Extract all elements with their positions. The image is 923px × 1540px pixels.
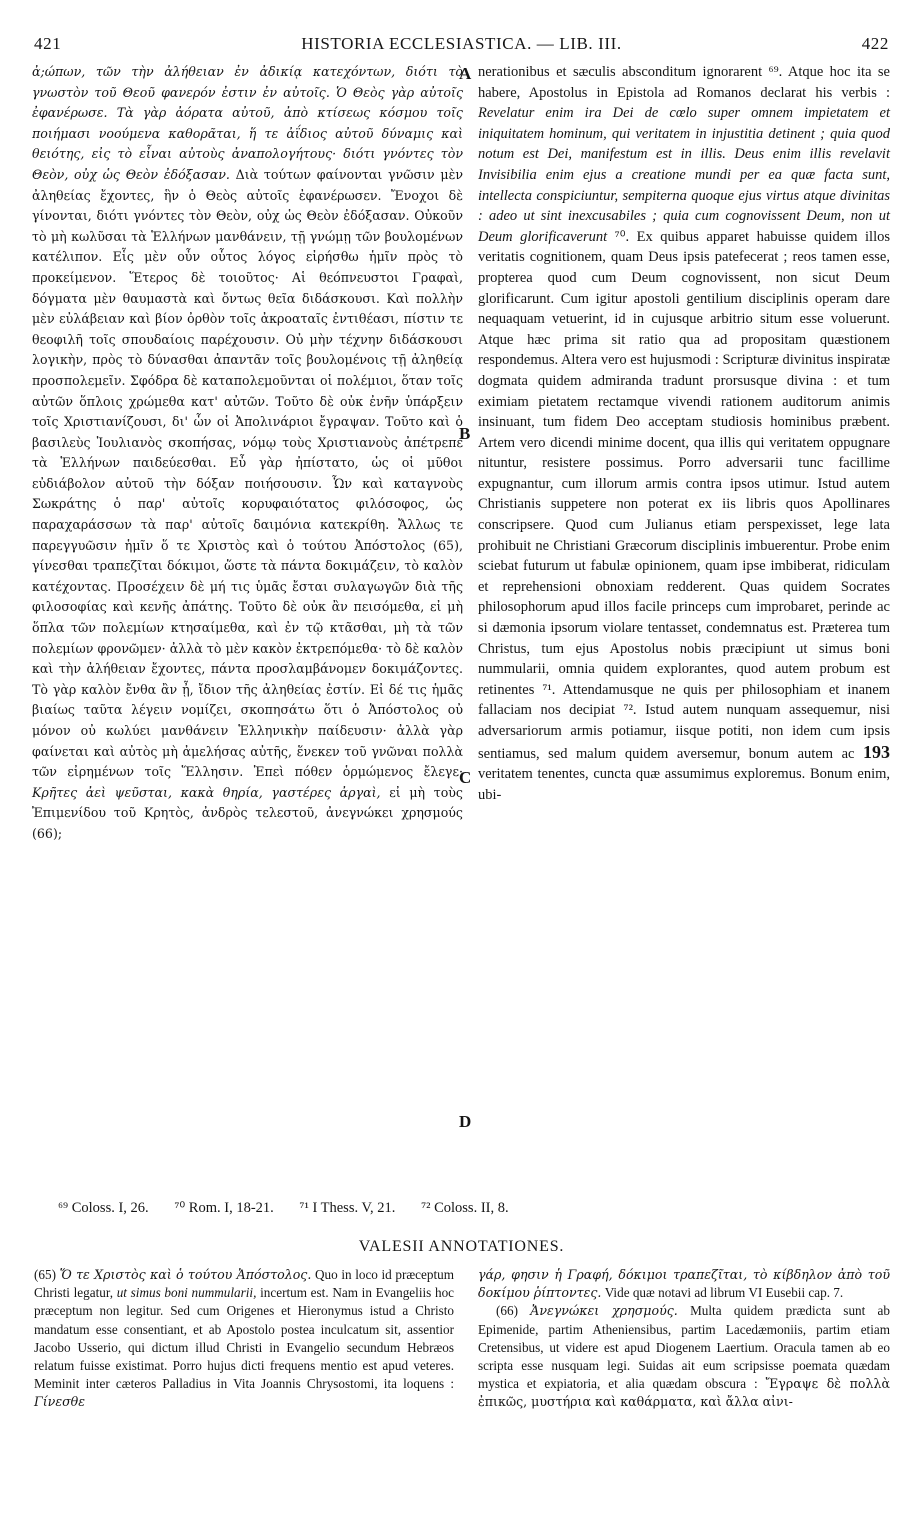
annotation-66 xyxy=(478,1302,890,1411)
latin-body-text: ⁷⁰. Ex quibus apparet habuisse quidem illos veritatis cognitionem, quam Deus ipsis patefecerat ; reos tamen esse, propterea quod cum Deum cognovissent, non sicut Deum glorificarunt. Cum igitur apostoli gentilium disciplinis operam dare nequaquam vetuerint, id in cujusque arbitrio situm esse voluerunt. Atque hæc prima sit ratio qua ad propositam quæstionem respondemus. Altera vero est hujusmodi : Scripturæ divinitus inspiratæ dogmata quidem admiranda tradunt prorsusque divina : et tum eximiam pietatem rectamque vivendi rationem auditorum animis insinuant, tum fidem Deo acceptam studiosis hominibus præbent. Artem vero dicendi minime docent, qua illis qui veritatem oppugnare nituntur, resistere possimus. Porro adversarii tunc facillime expugnantur, cum illorum armis contra ipsos utimur. Istud autem Christianis suppetere non poterat ex iis libris quos Apollinares conscripsere. Quod cum Julianus etiam perspexisset, lege lata prohibuit ne Christiani Græcorum disciplinis imbuerentur. Probe enim sciebat futurum ut fabulæ opinionem, quam ipse imbiberat, ridiculam et reprehensioni obnoxiam redderent. Quas quidem Socrates philosophorum apud illos facile princeps cum improbaret, perinde ac si dæmonia ipsorum violare tentasset, condemnatus est. Præterea tum Christus, tum ejus Apostolus nobis præcipiunt ut simus boni nummularii, omnia quidem explorantes, quod autem probum est retinentes ⁷¹. Attendamusque ne quis per philosophiam et inanem fallaciam nos decipiat ⁷². Istud autem nunquam assequemur, nisi adversariorum armis potiamur, iisque potiti, non idem cum ipsis sentiamus, sed malum quidem aversemur, bonum autem ac xyxy=(478,228,891,762)
footnotes xyxy=(58,1200,878,1217)
annotation-text: Multa quidem prædicta sunt ab Epimenide, partim Atheniensibus, partim Lacedæmoniis, partim etiam Cretensibus, ut videre est apud Diogenem Laertium. Oracula tamen ab eo scripta esse nusquam legi. Suidas ait eum scripsisse poemata quædam mystica et expiatoria, et alia quædam obscura : xyxy=(478,1303,891,1392)
annotation-greek-text: Ἔγραψε δὲ πολλὰ ἐπικῶς, μυστήρια καὶ καθάρματα, καὶ ἄλλα αἰνι- xyxy=(478,1376,890,1410)
latin-body-end: veritatem tenentes, cuncta quæ assumimus exploremus. Bonum enim, ubi- xyxy=(478,766,890,803)
annotations-right-column xyxy=(478,1266,890,1412)
page-header xyxy=(34,34,889,58)
footnote-70: ⁷⁰ Rom. I, 18-21. xyxy=(174,1200,274,1216)
annotation-number: (66) xyxy=(496,1303,518,1319)
latin-body-start: nerationibus et sæculis absconditum ignorarent ⁶⁹. Atque hoc ita se habere, Apostolus in Epistola ad Romanos declarat his verbis : xyxy=(478,64,890,101)
annotations-title: VALESII ANNOTATIONES. xyxy=(358,1238,565,1255)
latin-scripture-quote: Revelatur enim ira Dei de cœlo super omnem impietatem et iniquitatem hominum, qui veritatem in injustitia detinent ; quia quod notum est Dei, manifestum est in illis. Deus enim illis revelavit Invisibilia enim ejus a creatione mundi per ea quæ facta sunt, intellecta conspiciuntur, sempiterna quoque ejus virtus atque divinitas : adeo ut sint inexcusabiles ; quia cum cognovissent Deum, non ut Deum glorificaverunt xyxy=(478,105,890,245)
annotation-lemma: Ἀνεγνώκει χρησμούς. xyxy=(530,1303,678,1319)
greek-text-column xyxy=(32,62,463,845)
annotation-65 xyxy=(34,1266,454,1412)
annotation-italic-text: ut simus boni nummularii, xyxy=(116,1285,257,1301)
column-number: 193 xyxy=(863,741,890,762)
greek-body-end: εἰ μὴ τοὺς Ἐπιμενίδου τοῦ Κρητὸς, ἀνδρὸς τελεστοῦ, ἀνεγνώκει χρησμούς (66); xyxy=(32,784,463,841)
margin-marker-a: A xyxy=(459,64,472,83)
margin-marker-d: D xyxy=(459,1112,472,1131)
annotation-lemma: Ὅ τε Χριστὸς καὶ ὁ τούτου Ἀπόστολος. xyxy=(59,1267,312,1282)
latin-paragraph xyxy=(478,62,890,805)
greek-body-text: Διὰ τούτων φαίνονται γνῶσιν μὲν ἀληθείας ἔχοντες, ἣν ὁ Θεὸς αὐτοῖς ἐφανέρωσεν. Ἔνοχοι δὲ γίνονται, διότι γνόντες τὸν Θεὸν, οὐχ ὡς Θεὸν ἐδόξασαν. Οὐκοῦν τὸ μὴ κωλῦσαι τὰ Ἑλλήνων μανθάνειν, τῇ γνώμῃ τῶν βουλομένων κατέλιπον. Εἷς μὲν οὖν οὗτος λόγος εἰρήσθω ἡμῖν πρὸς τὸ προκείμενον. Ἕτερος δὲ τοιοῦτος· Αἱ θεόπνευστοι Γραφαὶ, δόγματα μὲν θαυμαστὰ καὶ ὄντως θεῖα διδάσκουσι. Καὶ πολλὴν μὲν εὐλάβειαν καὶ βίον ὀρθὸν τοῖς ἀκροαταῖς ἐντιθέασι, πίστιν τε θεοφιλῆ τοῖς σπουδαίοις παρέχουσιν. Οὐ μὴν τέχνην διδάσκουσι λογικὴν, πρὸς τὸ δύνασθαι ἀπαντᾶν τοῖς βουλομένοις τῇ ἀληθείᾳ προσπολεμεῖν. Σφόδρα δὲ καταπολεμοῦνται οἱ πολέμιοι, ὅταν τοῖς αὐτῶν ὅπλοις χρώμεθα κατ' αὐτῶν. Τοῦτο δὲ οὐκ ἐνῆν ὑπάρξειν τοῖς Χριστιανίζουσι, δι' ὧν οἱ Ἀπολινάριοι ἔγραψαν. Τοῦτο καὶ ὁ βασιλεὺς Ἰουλιανὸς σκοπήσας, νόμῳ τοὺς Χριστιανοὺς ἀπέτρεπε τὰ Ἑλλήνων παιδεύεσθαι. Εὖ γὰρ ἠπίστατο, ὡς οἱ μῦθοι εὐδιάβολον αὐτοῦ τὴν δόξαν ποιήσουσιν. Ὧν καὶ καταγνοὺς Σωκράτης ὁ παρ' αὐτοῖς κορυφαιότατος φιλόσοφος, ὡς παραχαράσσων τὰ παρ' αὐτοῖς δαιμόνια κατεκρίθη. Ἄλλως τε παρεγγυῶσιν ἡμῖν ὅ τε Χριστὸς καὶ ὁ τούτου Ἀπόστολος (65), γίνεσθαι τραπεζῖται δόκιμοι, ὥστε τὰ πάντα δοκιμάζειν, τὸ καλὸν κατέχοντας. Προσέχειν δὲ μή τις ὑμᾶς ἔσται συλαγωγῶν διὰ τῆς φιλοσοφίας καὶ κενῆς ἀπάτης. Τοῦτο δὲ οὐκ ἂν πεισόμεθα, εἰ μὴ ὅπλα τῶν πολεμίων κτησαίμεθα, καὶ ἐν τῷ κτᾶσθαι, μὴ τὰ τῶν πολεμίων φρονῶμεν· ἀλλὰ τὸ μὲν κακὸν ἐκτρεπόμεθα· τὸ δὲ καλὸν καὶ τὴν ἀλήθειαν ἔχοντες, πάντα προσλαμβάνομεν δοκιμάζοντες. Τὸ γὰρ καλὸν ἔνθα ἂν ᾖ, ἴδιον τῆς ἀληθείας ἐστίν. Εἰ δέ τις ἡμᾶς βιαίως ταῦτα λέγειν νομίζει, σκοπησάτω ὅτι ὁ Ἀπόστολος οὐ μόνον οὐ κωλύει μανθάνειν Ἑλληνικὴν παίδευσιν· ἀλλὰ γὰρ φαίνεται καὶ αὐτὸς μὴ ἀμελήσας αὐτῆς, ἕνεκεν τοῦ γνῶναι πολλὰ τῶν εἰρημένων τοῖς Ἕλλησιν. Ἐπεὶ πόθεν ὁρμώμενος ἔλεγε· xyxy=(32,166,463,780)
annotation-text: incertum est. Nam in Evangeliis hoc præceptum non legitur. Sed cum Origenes et Hieronymus istud a Christo mandatum esse consentiant, et ab Apostolo postea inculcatum sit, assentior Jacobo Usserio, qui dictum illud Christi in Evangelio secundum Hebræos relatum fuisse existimat. Porro hujus dicti frequens mentio est apud veteres. Meminit inter cæteros Palladius in Vita Joannis Chrysostomi, ita loquens : xyxy=(34,1285,455,1392)
annotation-text: Vide quæ notavi ad librum VI Eusebii cap. 7. xyxy=(604,1285,844,1301)
latin-text-column xyxy=(478,62,890,805)
annotation-65-continued xyxy=(478,1266,890,1302)
annotation-text: Quo in loco id præceptum Christi legatur, xyxy=(34,1267,454,1301)
running-title: HISTORIA ECCLESIASTICA. — LIB. III. xyxy=(301,34,622,53)
page-number-right: 422 xyxy=(861,34,889,53)
annotation-greek-text: Γίνεσθε xyxy=(34,1394,86,1410)
margin-marker-c: C xyxy=(459,768,472,787)
footnote-69: ⁶⁹ Coloss. I, 26. xyxy=(58,1200,149,1216)
annotation-greek-text: γάρ, φησιν ἡ Γραφή, δόκιμοι τραπεζῖται, τὸ κίβδηλον ἀπὸ τοῦ δοκίμου ῥίπτοντες. xyxy=(478,1267,890,1301)
greek-epimenides-quote: Κρῆτες ἀεὶ ψεῦσται, κακὰ θηρία, γαστέρες ἀργαὶ, xyxy=(32,784,381,800)
greek-paragraph xyxy=(32,62,463,845)
margin-marker-b: B xyxy=(459,424,471,443)
annotations-left-column xyxy=(34,1266,454,1412)
annotation-number: (65) xyxy=(34,1267,56,1282)
footnote-71: ⁷¹ I Thess. V, 21. xyxy=(299,1200,396,1216)
greek-scripture-quote: ἀ;ώπων, τῶν τὴν ἀλήθειαν ἐν ἀδικίᾳ κατεχόντων, διότι τὸ γνωστὸν τοῦ Θεοῦ φανερόν ἐστιν ἐν αὐτοῖς. Ὁ Θεὸς γὰρ αὐτοῖς ἐφανέρωσε. Τὰ γὰρ ἀόρατα αὐτοῦ, ἀπὸ κτίσεως κόσμου τοῖς ποιήμασι νοούμενα καθορᾶται, ἥ τε ἀΐδιος αὐτοῦ δύναμις καὶ θειότης, εἰς τὸ εἶναι αὐτοὺς ἀναπολογήτους· διότι γνόντες τὸν Θεὸν, οὐχ ὡς Θεὸν ἐδόξασαν. xyxy=(32,64,463,182)
footnote-72: ⁷² Coloss. II, 8. xyxy=(421,1200,509,1216)
page-number-left: 421 xyxy=(34,34,62,53)
